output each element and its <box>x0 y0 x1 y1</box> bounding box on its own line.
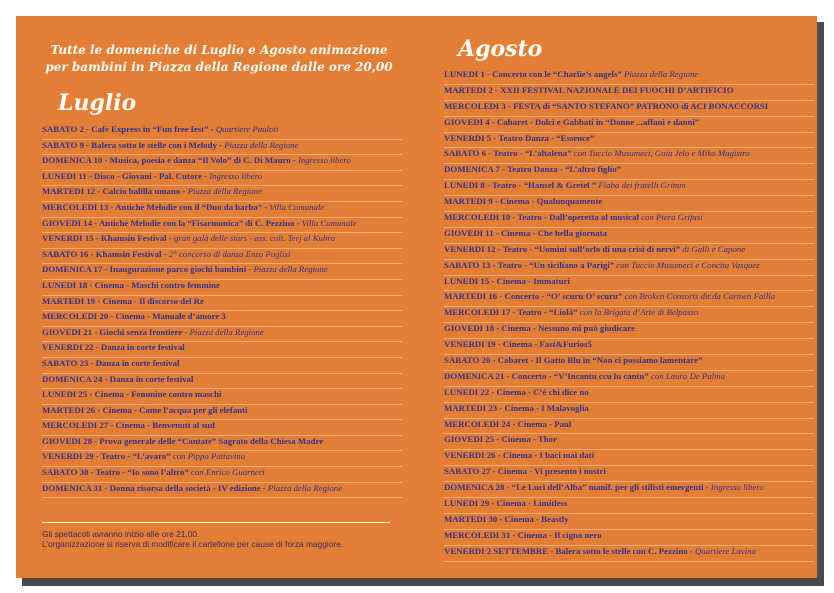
event-row <box>444 546 814 562</box>
event-title: GIOVEDI 14 - Antiche Melodie con la “Fisarmonica” di C. Pezzino - <box>42 217 300 228</box>
event-location: Piazza della Regione <box>224 139 299 150</box>
event-location: con Enrico Guarneri <box>190 467 265 478</box>
event-row <box>42 374 402 390</box>
event-row <box>42 389 402 405</box>
event-row <box>42 451 402 467</box>
event-location: Quartiere Pauloti <box>215 124 279 134</box>
intro-text <box>34 42 404 76</box>
event-row <box>42 467 402 483</box>
footer-disclaimer: L’organizzazione si riserva di modificare il cartellone per cause di forza maggiore. <box>42 539 344 549</box>
event-row <box>42 311 402 327</box>
event-row <box>444 117 814 133</box>
event-title: LUNEDI 29 - Cinema - Limitless <box>444 498 568 509</box>
event-row <box>42 186 402 202</box>
footer-notes <box>42 529 402 549</box>
event-title: MARTEDI 9 - Cinema - Qualunquamente <box>444 196 603 207</box>
event-title: LUNEDI 8 - Teatro - “Hansel & Gretel ” <box>444 180 597 191</box>
event-row <box>444 419 814 435</box>
event-row <box>42 233 402 249</box>
event-title: VENERDI 5 - Teatro Danza - “Essence” <box>444 132 595 143</box>
event-row <box>42 249 402 265</box>
intro-line-2: per bambini in Piazza della Regione dalle ore 20,00 <box>45 60 393 74</box>
event-title: DOMENICA 7 - Teatro Danza - “L’altro figlio” <box>444 164 621 175</box>
event-title: VENERDI 12 - Teatro - “Uomini sull’orlo di una crisi di nervi” <box>444 243 681 254</box>
event-title: SABATO 16 - Khamsin Festival - <box>42 248 167 259</box>
event-title: LUNEDI 22 - Cinema - C’è chi dice no <box>444 386 589 397</box>
event-row <box>42 358 402 374</box>
event-row <box>444 403 814 419</box>
event-row <box>444 180 814 196</box>
event-row <box>42 140 402 156</box>
event-title: SABATO 23 - Danza in corte festival <box>42 357 180 368</box>
event-location: con Broken Consorts dir.da Carmen Failla <box>624 291 776 302</box>
event-row <box>444 387 814 403</box>
event-location: Villa Comunale <box>269 201 325 212</box>
event-row <box>444 530 814 546</box>
event-row <box>444 85 814 101</box>
event-row <box>444 466 814 482</box>
agosto-heading: Agosto <box>458 36 543 62</box>
footer-divider <box>42 522 390 523</box>
event-title: MERCOLEDI 10 - Teatro - Dall’operetta al musical <box>444 212 639 223</box>
event-row <box>444 291 814 307</box>
event-row <box>42 124 402 140</box>
event-title: GIOVEDI 25 - Cinema - Thor <box>444 434 557 445</box>
event-location: Ingresso libero <box>710 482 764 493</box>
event-location: Piazza della Regione <box>187 186 262 197</box>
event-row <box>444 244 814 260</box>
event-row <box>444 514 814 530</box>
event-location: con la Brigata d’Arte di Belpasso <box>579 307 699 318</box>
event-location: Fiaba dei fratelli Grimm <box>598 180 686 191</box>
event-row <box>42 342 402 358</box>
intro-line-1: Tutte le domeniche di Luglio e Agosto animazione <box>50 43 388 57</box>
event-location: con Laura De Palma <box>650 370 726 381</box>
footer-start-time: Gli spettacoli avranno inizio alle ore 21,00. <box>42 529 200 539</box>
agosto-event-list <box>444 69 814 562</box>
event-title: MERCOLEDI 31 - Cinema - Il cigno nero <box>444 529 602 540</box>
event-title: VENERDI 2 SETTEMBRE - Balera sotto le stelle con C. Pezzino - <box>444 545 693 556</box>
event-title: VENERDI 15 - Khamsin Festival - <box>42 233 172 244</box>
event-location: Quartiere Lavina <box>694 545 756 556</box>
event-row <box>444 196 814 212</box>
event-row <box>42 436 402 452</box>
event-row <box>42 280 402 296</box>
event-row <box>444 69 814 85</box>
event-title: MARTEDI 2 - XXII FESTIVAL NAZIONALE DEI FUOCHI D’ARTIFICIO <box>444 84 734 95</box>
event-location: Piazza della Regione <box>189 326 264 337</box>
luglio-event-list <box>42 124 402 498</box>
event-row <box>42 155 402 171</box>
event-row <box>444 355 814 371</box>
event-title: DOMENICA 17 - Inaugurazione parco giochi bambini - <box>42 264 252 275</box>
event-row <box>444 276 814 292</box>
event-row <box>444 260 814 276</box>
event-title: LUNEDI 15 - Cinema - Immaturi <box>444 275 570 286</box>
event-row <box>42 202 402 218</box>
event-row <box>42 420 402 436</box>
event-row <box>444 148 814 164</box>
event-location: Piazza della Regione <box>253 264 328 275</box>
event-title: GIOVEDI 11 - Cinema - Che bella giornata <box>444 227 607 238</box>
event-row <box>42 264 402 280</box>
event-title: DOMENICA 31 - Donna risorsa della società - IV edizione - <box>42 482 266 493</box>
event-title: GIOVEDI 21 - Giochi senza frontiere - <box>42 326 188 337</box>
event-title: SABATO 27 - Cinema - Vi presento i nostri <box>444 466 606 477</box>
event-row <box>444 371 814 387</box>
event-title: VENERDI 26 - Cinema - I baci mai dati <box>444 450 595 461</box>
event-location: con Tuccio Musumeci, Guia Jelo e Miko Magistro <box>573 148 750 159</box>
event-row <box>444 228 814 244</box>
event-row <box>444 212 814 228</box>
event-title: MARTEDI 19 - Cinema - Il discorso del Re <box>42 295 204 306</box>
event-title: MARTEDI 26 - Cinema - Come l’acqua per gli elefanti <box>42 404 248 415</box>
event-location: gran galà delle stars - ass. cult. Terj al Kubra <box>173 233 336 244</box>
event-title: SABATO 20 - Cabaret - Il Gatto Blu in “Non ci possiamo lamentare” <box>444 355 703 366</box>
event-row <box>42 171 402 187</box>
event-row <box>444 133 814 149</box>
event-location: Villa Comunale <box>301 217 357 228</box>
event-title: DOMENICA 10 - Musica, poesia e danza “Il Volo” di C. Di Mauro - <box>42 155 296 166</box>
event-row <box>444 339 814 355</box>
event-row <box>444 101 814 117</box>
event-title: GIOVEDI 18 - Cinema - Nessuno mi può giudicare <box>444 323 635 334</box>
event-location: Ingresso libero <box>297 155 351 166</box>
event-row <box>444 323 814 339</box>
event-row <box>444 164 814 180</box>
event-row <box>42 218 402 234</box>
event-location: Piazza della Regione <box>624 69 699 79</box>
event-title: DOMENICA 28 - “Le Luci dell’Alba” manif. per gli stilisti emergenti - <box>444 482 709 493</box>
event-row <box>444 498 814 514</box>
event-title: MERCOLEDI 3 - FESTA di “SANTO STEFANO” PATRONO di ACI BONACCORSI <box>444 100 769 111</box>
event-row <box>444 307 814 323</box>
event-title: MARTEDI 23 - Cinema - I Malavoglia <box>444 402 589 413</box>
event-location: Piazza della Regione <box>267 482 343 493</box>
event-title: LUNEDI 18 - Cinema - Maschi contro femmine <box>42 279 220 290</box>
event-title: VENERDI 19 - Cinema - Fast&Furios5 <box>444 339 592 350</box>
event-title: MERCOLEDI 24 - Cinema - Paul <box>444 418 572 429</box>
event-title: SABATO 9 - Balera sotto le stelle con i Melody - <box>42 139 222 150</box>
event-location: con Pippo Pattavina <box>172 451 246 462</box>
event-row <box>42 405 402 421</box>
event-location: con Tuccio Musumeci e Concita Vasquez <box>616 259 760 270</box>
event-title: MERCOLEDI 17 - Teatro - “Liolà” <box>444 307 578 318</box>
luglio-heading: Luglio <box>58 90 137 116</box>
event-title: MARTEDI 16 - Concerto - “O’ scuru O’ scuru” <box>444 291 623 302</box>
event-location: 2° concorso di danza Enzo Puglisi <box>168 248 291 259</box>
event-row <box>444 482 814 498</box>
event-title: MERCOLEDI 20 - Cinema - Manuale d’amore 3 <box>42 311 226 322</box>
event-title: SABATO 13 - Teatro - “Un siciliano a Parigi” <box>444 259 615 270</box>
event-title: VENERDI 22 - Danza in corte festival <box>42 342 185 353</box>
event-title: MERCOLEDI 27 - Cinema - Benvenuti al sud <box>42 420 215 431</box>
event-title: LUNEDI 1 - Concerto con le “Charlie’s angels” <box>444 69 622 79</box>
event-row <box>42 296 402 312</box>
event-row <box>444 450 814 466</box>
event-row <box>444 434 814 450</box>
event-row <box>42 483 402 499</box>
event-title: DOMENICA 24 - Danza in corte festival <box>42 373 194 384</box>
event-title: SABATO 30 - Teatro - “Io sono l’altro” <box>42 467 189 478</box>
event-title: SABATO 6 - Teatro - “L’altalena” <box>444 148 572 159</box>
event-title: LUNEDI 25 - Cinema - Femmine contro maschi <box>42 389 222 400</box>
event-title: DOMENICA 21 - Concerto - “V’Incantu ccu lu cantu” <box>444 370 649 381</box>
event-location: con Piera Grifasi <box>641 212 703 223</box>
event-title: VENERDI 29 - Teatro - “L’avaro” <box>42 451 171 462</box>
event-title: LUNEDI 11 - Disco - Giovani - Pal. Cutore - <box>42 170 208 181</box>
event-title: MARTEDI 12 - Calcio balilla umano - <box>42 186 186 197</box>
event-title: SABATO 2 - Cafe Express in “Fun free fest” - <box>42 124 214 134</box>
event-title: MARTEDI 30 - Cinema - Beastly <box>444 513 569 524</box>
event-location: di Galli e Capone <box>682 243 746 254</box>
event-title: GIOVEDI 28 - Prova generale delle “Cantate” Sagrato della Chiesa Madre <box>42 435 324 446</box>
event-title: GIOVEDI 4 - Cabaret - Dolci e Gabbati in “Donne ...affani e danni” <box>444 116 700 127</box>
event-location: Ingresso libero <box>209 170 263 181</box>
event-title: MERCOLEDI 13 - Antiche Melodie con il “Duo da barba” - <box>42 201 268 212</box>
event-row <box>42 327 402 343</box>
